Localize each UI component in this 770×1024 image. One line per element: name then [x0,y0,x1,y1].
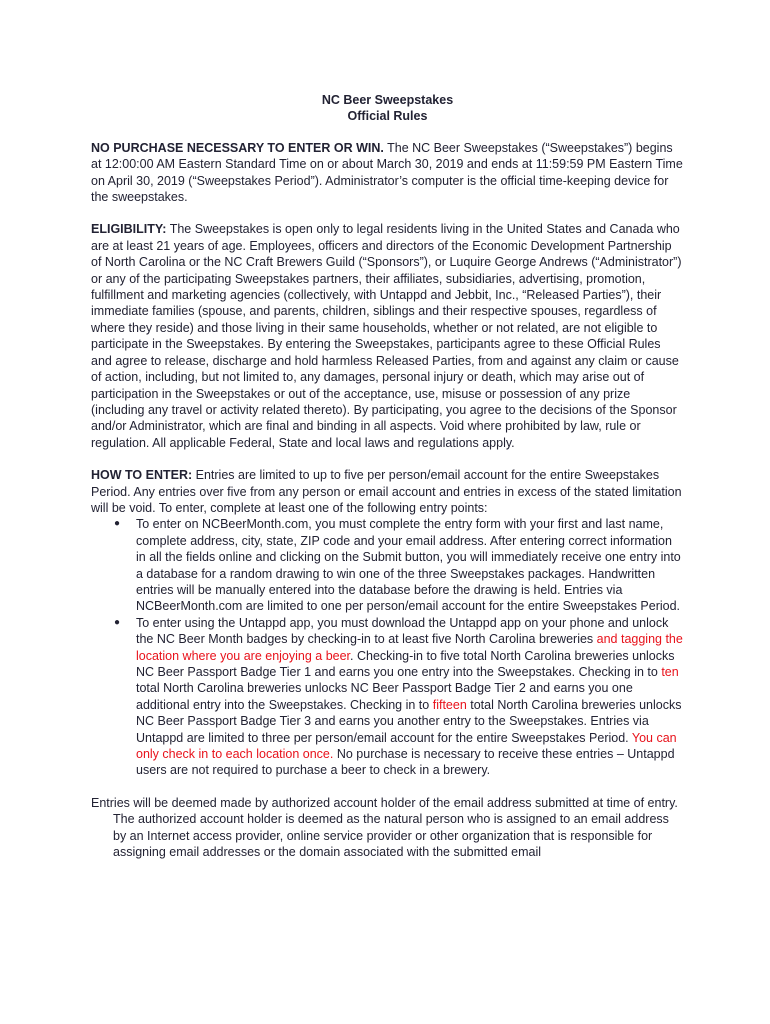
bullet-icon: ● [114,616,121,628]
title-block [91,92,684,125]
untappd-text-part: . Checking-in to five total North Carolina breweries unlocks NC Beer Passport Badge Tier 1 and earns you one entry into the Sweepstakes. Checking in to [136,648,675,679]
bullet-icon: ● [114,518,121,530]
untappd-text-part: To enter using the Untappd app, you must download the Untappd app on your phone and unlock the NC Beer Month badges by checking-in to at least five North Carolina breweries [136,615,669,647]
untappd-highlight-once: You can only check in to each location once. [136,730,677,762]
untappd-text-part: No purchase is necessary to receive these entries – Untappd users are not required to purchase a beer to check in a brewery. [136,747,675,778]
untappd-highlight-ten: ten [661,665,679,679]
eligibility-paragraph [91,221,684,451]
untappd-entry-text [136,616,683,778]
no-purchase-heading: NO PURCHASE NECESSARY TO ENTER OR WIN. [91,140,384,155]
entries-deemed-paragraph: Entries will be deemed made by authorized account holder of the email address submitted at time of entry. The authorized account holder is deemed as the natural person who is assigned to an email address by an Internet access provider, online service provider or other organization that is responsible for assigning email addresses or the domain associated with the submitted email [91,795,678,860]
eligibility-heading: ELIGIBILITY: [91,222,167,237]
how-to-enter-text: Entries are limited to up to five per person/email account for the entire Sweepstakes Period. Any entries over five from any person or email account and entries in excess of the stated limitation will be void. To enter, complete at least one of the following entry points: [91,468,682,515]
no-purchase-text: The NC Beer Sweepstakes (“Sweepstakes”) begins at 12:00:00 AM Eastern Standard Time on or about March 30, 2019 and ends at 11:59:59 PM Eastern Time on April 30, 2019 (“Sweepstakes Period”). Administrator’s computer is the official time-keeping device for the sweepstakes. [91,140,683,205]
untappd-text-part: total North Carolina breweries unlocks NC Beer Passport Badge Tier 3 and earns you another entry to the Sweepstakes. Entries via Untappd are limited to three per person/email account for the entire Sweepstakes Period. [136,697,682,745]
document-subtitle: Official Rules [347,109,428,124]
untappd-highlight-fifteen: fifteen [432,697,467,712]
untappd-highlight-tagging: and tagging the location where you are enjoying a beer [136,632,683,663]
untappd-text-part: total North Carolina breweries unlocks NC Beer Passport Badge Tier 2 and earns you one additional entry into the Sweepstakes. Checking in to [136,681,633,712]
document-title: NC Beer Sweepstakes [321,93,454,107]
eligibility-text: The Sweepstakes is open only to legal residents living in the United States and Canada who are at least 21 years of age. Employees, officers and directors of the Economic Development Partnership of North Carolina or the NC Craft Brewers Guild (“Sponsors”), or Luquire George Andrews (“Administrator”) or any of the participating Sweepstakes partners, their affiliates, subsidiaries, advertising, promotion, fulfillment and marketing agencies (collectively, with Untappd and Jebbit, Inc., “Released Parties”), their immediate families (spouse, and parents, children, siblings and their respective spouses, regardless of where they reside) and those living in their same households, whether or not related, are not eligible to participate in the Sweepstakes. By entering the Sweepstakes, participants agree to these Official Rules and agree to release, discharge and hold harmless Released Parties, from and against any claim or cause of action, including, but not limited to, any damages, personal injury or death, which may arise out of participation in the Sweepstakes or out of the acceptance, use, misuse or possession of any prize (including any travel or activity related thereto). By participating, you agree to the decisions of the Sponsor and/or Administrator, which are final and binding in all aspects. Void where prohibited by law, rule or regulation. All applicable Federal, State and local laws and regulations apply. [91,222,682,450]
entry-points-list [91,516,684,779]
no-purchase-paragraph [91,140,684,206]
how-to-enter-heading: HOW TO ENTER: [91,468,193,483]
list-item [114,516,684,614]
list-item [114,615,684,779]
how-to-enter-paragraph [91,467,684,516]
website-entry-text: To enter on NCBeerMonth.com, you must complete the entry form with your first and last name, complete address, city, state, ZIP code and your email address. After entering correct information in all the fields online and clicking on the Submit button, you will immediately receive one entry into a database for a random drawing to win one of the three Sweepstakes packages. Handwritten entries will be manually entered into the database before the drawing is held. Entries via NCBeerMonth.com are limited to one per person/email account for the entire Sweepstakes Period. [136,517,681,614]
